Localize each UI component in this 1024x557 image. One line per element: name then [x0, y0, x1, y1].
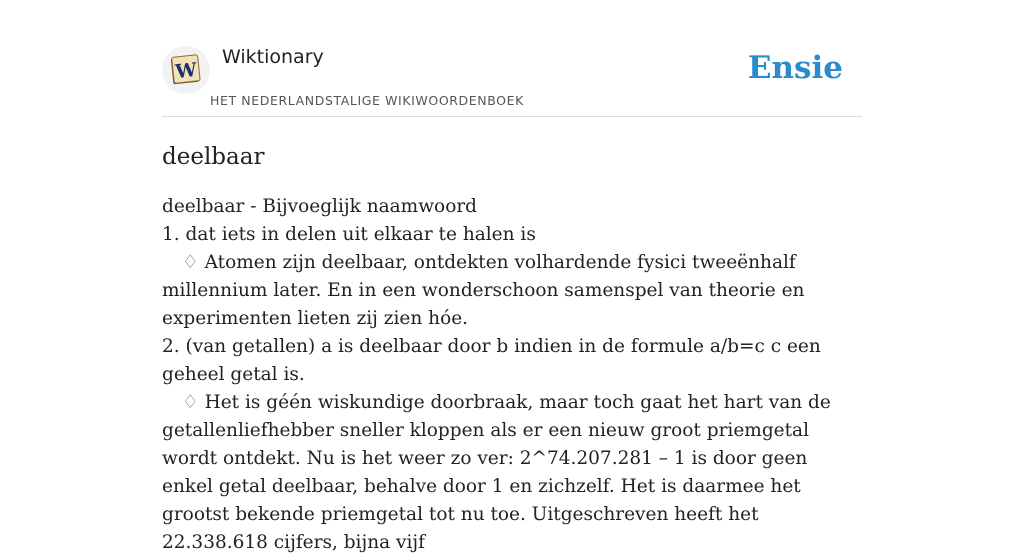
ensie-brand-logo[interactable]: Ensie [747, 50, 843, 86]
example-1-text: Atomen zijn deelbaar, ontdekten volhardende fysici tweeënhalf millennium later. En in een wonderschoon samenspel van theorie en experimenten lieten zij zien hóe. [162, 252, 805, 329]
example-2-text: Het is géén wiskundige doorbraak, maar toch gaat het hart van de getallenliefhebber sneller kloppen als er een nieuw groot priemgetal wordt ontdekt. Nu is het weer zo ver: 2^74.207.281 – 1 is door geen enkel getal deelbaar, behalve door 1 en zichzelf. Het is daarmee het grootst bekende priemgetal tot nu toe. Uitgeschreven heeft het 22.338.618 cijfers, bijna vijf [162, 392, 831, 553]
wiktionary-logo[interactable] [162, 46, 210, 94]
definition-1: 1. dat iets in delen uit elkaar te halen is [162, 224, 536, 245]
diamond-icon: ♢ [182, 252, 199, 273]
logo-letter: W [174, 58, 198, 84]
page [162, 0, 862, 557]
site-tagline: HET NEDERLANDSTALIGE WIKIWOORDENBOEK [210, 93, 524, 108]
wiktionary-logo-icon [170, 54, 202, 86]
example-2 [162, 389, 862, 557]
example-1 [162, 249, 862, 333]
diamond-icon: ♢ [182, 392, 199, 413]
part-of-speech-line: deelbaar - Bijvoeglijk naamwoord [162, 196, 478, 217]
entry-content [162, 193, 862, 557]
definition-2: 2. (van getallen) a is deelbaar door b indien in de formule a/b=c c een geheel getal is. [162, 336, 821, 385]
site-name[interactable]: Wiktionary [222, 46, 324, 68]
site-header [162, 0, 862, 117]
page-title: deelbaar [162, 144, 265, 170]
